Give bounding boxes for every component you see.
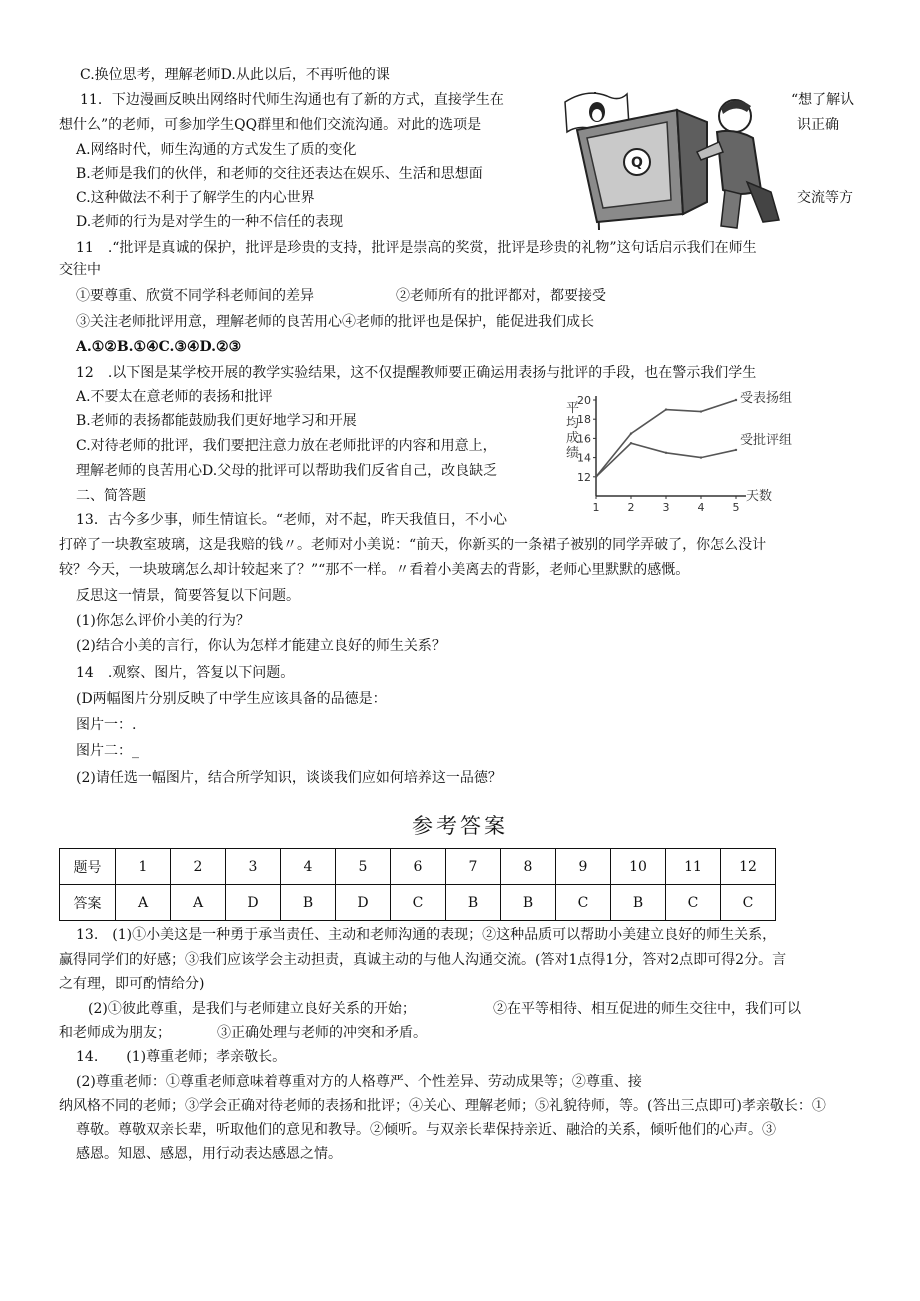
question-11b-line-2: 交往中 (59, 262, 101, 278)
series-line-praise (596, 400, 736, 477)
qq-cartoon-illustration (557, 82, 789, 232)
y-tick-label: 16 (577, 432, 591, 446)
question-12-line: 12 .以下图是某学校开展的教学实验结果，这不仅提醒教师要正确运用表扬与批评的手段，也在警示我们学生 (76, 365, 757, 381)
picture-1-blank: 图片一：. (76, 717, 137, 733)
y-tick-label: 12 (577, 470, 591, 484)
picture-2-blank: 图片二：_ (76, 743, 139, 759)
answer-13-2-part-4: ③正确处理与老师的冲突和矛盾。 (217, 1025, 427, 1041)
x-tick-label: 3 (662, 501, 670, 514)
option-12c-cont: 理解老师的良苦用心D.父母的批评可以帮助我们反省自己，改良缺乏 (76, 463, 498, 479)
option-c-line: C.换位思考，理解老师D.从此以后，不再听他的课 (80, 67, 390, 83)
answer-14-line-4: 尊敬。尊敬双亲长辈，听取他们的意见和教导。②倾听。与双亲长辈保持亲近、融洽的关系，倾听他们的心声。③ (76, 1122, 776, 1138)
table-cell: C (391, 885, 446, 921)
question-14-line: 14 .观察、图片，答复以下问题。 (76, 665, 295, 681)
answer-13-line-3: 之有理，即可酌情给分) (59, 976, 205, 992)
question-13-sub-1: (1)你怎么评价小美的行为？ (76, 613, 250, 629)
table-cell: D (226, 885, 281, 921)
y-tick-label: 18 (577, 413, 591, 427)
table-cell: B (611, 885, 666, 921)
statement-3-4: ③关注老师批评用意，理解老师的良苦用心④老师的批评也是保护，能促进我们成长 (76, 314, 594, 330)
option-d: D.老师的行为是对学生的一种不信任的表现 (76, 214, 344, 230)
answer-table (59, 848, 776, 921)
answer-table-answer-row (60, 885, 776, 921)
answer-13-2-part-3: 和老师成为朋友； (59, 1025, 171, 1041)
table-cell: D (336, 885, 391, 921)
table-cell: C (556, 885, 611, 921)
table-header-label: 题号 (60, 849, 116, 885)
option-12c: C.对待老师的批评，我们要把注意力放在老师批评的内容和用意上， (76, 438, 497, 454)
y-axis-label-char: 绩 (566, 446, 580, 461)
data-point (630, 442, 632, 444)
table-cell: 12 (721, 849, 776, 885)
table-cell: 11 (666, 849, 721, 885)
table-cell: 9 (556, 849, 611, 885)
statement-2: ②老师所有的批评都对，都要接受 (396, 288, 606, 304)
statement-1: ①要尊重、欣赏不同学科老师间的差异 (76, 288, 314, 304)
qq-screen-letter: Q (631, 155, 643, 171)
x-tick-label: 2 (627, 501, 635, 514)
table-cell: B (446, 885, 501, 921)
table-cell: 3 (226, 849, 281, 885)
y-tick-label: 20 (577, 394, 591, 407)
question-11-line: 11．下边漫画反映出网络时代师生沟通也有了新的方式，直接学生在 (80, 92, 504, 108)
question-13-sub-2: (2)结合小美的言行，你认为怎样才能建立良好的师生关系？ (76, 638, 446, 654)
data-point (665, 408, 667, 410)
table-cell: 2 (171, 849, 226, 885)
data-point (735, 399, 737, 401)
legend-entry: 受批评组 (740, 432, 793, 448)
options-11b: A.①②B.①④C.③④D.②③ (76, 339, 242, 355)
data-point (700, 456, 702, 458)
question-14-sub-1: (D两幅图片分别反映了中学生应该具备的品德是： (76, 691, 387, 707)
data-point (595, 476, 597, 478)
x-tick-label: 5 (732, 501, 740, 514)
answer-title: 参考答案 (412, 814, 508, 838)
question-13-line-3: 较？今天，一块玻璃怎么却计较起来了？”“那不一样。〃看着小美离去的背影，老师心里默默的感慨。 (59, 562, 690, 578)
data-point (630, 432, 632, 434)
question-11-line-2: 想什么”的老师，可参加学生QQ群里和他们交流沟通。对此的选项是 (59, 117, 482, 133)
question-13-line: 13．古今多少事，师生情谊长。“老师，对不起，昨天我值日，不小心 (76, 512, 507, 528)
answer-14-line-3: 纳风格不同的老师；③学会正确对待老师的表扬和批评；④关心、理解老师；⑤礼貌待师，等。(答出三点即可)孝亲敬长：① (59, 1098, 826, 1114)
table-cell: C (666, 885, 721, 921)
question-11b-line: 11 .“批评是真诚的保护，批评是珍贵的支持，批评是崇高的奖赏，批评是珍贵的礼物”这句话启示我们在师生 (76, 240, 757, 256)
answer-13-2-part-1: (2)①彼此尊重，是我们与老师建立良好关系的开始； (88, 1001, 416, 1017)
option-c-right-fragment: 交流等方 (797, 190, 853, 206)
question-14-sub-2: (2)请任选一幅图片，结合所学知识，谈谈我们应如何培养这一品德？ (76, 770, 502, 786)
table-cell: 8 (501, 849, 556, 885)
x-axis-label: 天数 (746, 489, 773, 504)
legend-entry: 受表扬组 (740, 391, 793, 406)
data-point (665, 452, 667, 454)
answer-14-line: 14. (1)尊重老师；孝亲敬长。 (76, 1049, 287, 1065)
option-b: B.老师是我们的伙伴，和老师的交往还表达在娱乐、生活和思想面 (76, 166, 483, 182)
table-cell: 7 (446, 849, 501, 885)
series-line-criticism (596, 443, 736, 477)
x-tick-label: 1 (592, 501, 600, 514)
question-11-right-fragment-2: 识正确 (797, 117, 839, 133)
table-cell: C (721, 885, 776, 921)
section-short-answer: 二、简答题 (76, 488, 146, 504)
question-13-prompt: 反思这一情景，简要答复以下问题。 (76, 588, 300, 604)
answer-13-line-2: 赢得同学们的好感；③我们应该学会主动担责，真诚主动的与他人沟通交流。(答对1点得1分，答对2点即可得2分。言 (59, 952, 787, 968)
option-a: A.网络时代，师生沟通的方式发生了质的变化 (76, 142, 357, 158)
data-point (700, 410, 702, 412)
question-11-right-fragment: “想了解认 (791, 92, 855, 108)
table-row-label: 答案 (60, 885, 116, 921)
table-cell: B (501, 885, 556, 921)
y-tick-label: 14 (577, 451, 591, 465)
answer-14-line-2: (2)尊重老师：①尊重老师意味着尊重对方的人格尊严、个性差异、劳动成果等；②尊重、接 (76, 1074, 642, 1090)
table-cell: A (116, 885, 171, 921)
answer-13-line: 13. (1)①小美这是一种勇于承当责任、主动和老师沟通的表现；②这种品质可以帮助小美建立良好的师生关系， (76, 927, 777, 943)
answer-table-header-row (60, 849, 776, 885)
question-13-line-2: 打碎了一块教室玻璃，这是我赔的钱〃。老师对小美说：“前天，你新买的一条裙子被别的同学弄破了，你怎么没计 (59, 537, 767, 553)
option-12b: B.老师的表扬都能鼓励我们更好地学习和开展 (76, 413, 357, 429)
option-12a: A.不要太在意老师的表扬和批评 (76, 389, 273, 405)
table-cell: 10 (611, 849, 666, 885)
y-axis-label-char: 平 (566, 401, 580, 416)
answer-14-line-5: 感恩。知恩、感恩，用行动表达感恩之情。 (76, 1146, 342, 1162)
table-cell: B (281, 885, 336, 921)
answer-13-2-part-2: ②在平等相待、相互促进的师生交往中，我们可以 (493, 1001, 801, 1017)
data-point (735, 449, 737, 451)
x-tick-label: 4 (697, 501, 705, 514)
option-c: C.这种做法不利于了解学生的内心世界 (76, 190, 315, 206)
table-cell: 4 (281, 849, 336, 885)
table-cell: 6 (391, 849, 446, 885)
y-axis-label-char: 成 (566, 431, 580, 446)
table-cell: 5 (336, 849, 391, 885)
line-chart (558, 391, 793, 514)
table-cell: A (171, 885, 226, 921)
y-axis-label-char: 均 (566, 416, 580, 431)
table-cell: 1 (116, 849, 171, 885)
